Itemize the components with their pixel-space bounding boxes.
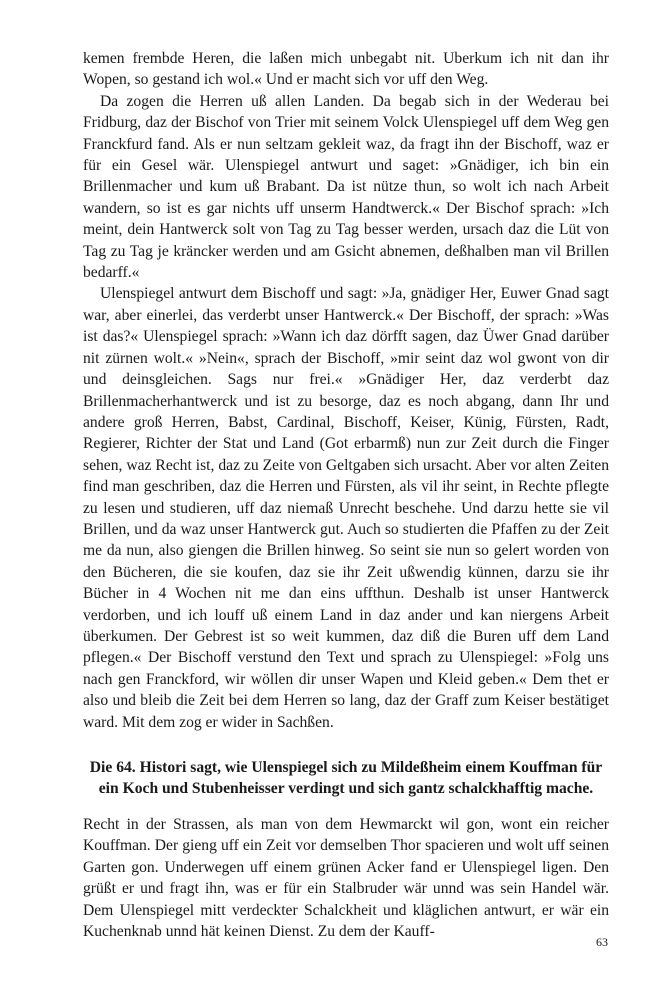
paragraph: kemen frembde Heren, die laßen mich unbegabt nit. Uberkum ich nit dan ihr Wopen, so gestand ich wol.« Und er macht sich vor uff den Weg. <box>83 50 609 89</box>
paragraph: Recht in der Strassen, als man von dem Hewmarckt wil gon, wont ein reicher Kouffman. Der gieng uff ein Zeit vor demselben Thor spacieren und wolt uff seinen Garten gon. Underwegen uff einem grünen Acker fand er Ulenspiegel ligen. Den grüßt er und fragt ihn, was er für ein Stalbruder wär unnd was sein Handel wär. Dem Ulenspiegel mitt verdeckter Schalckheit und kläglichen antwurt, er wär ein Kuchenknab unnd hät keinen Dienst. Zu dem der Kauff- <box>83 816 609 941</box>
paragraph: Ulenspiegel antwurt dem Bischoff und sagt: »Ja, gnädiger Her, Euwer Gnad sagt war, aber einerlei, das verderbt unser Hantwerck.« Der Bischoff, der sprach: »Was ist das?« Ulenspiegel sprach: »Wann ich daz dörfft sagen, daz Üwer Gnad darüber nit zürnen wolt.« »Nein«, sprach der Bischoff, »mir seint daz wol gwont von dir und deinsgleichen. Sags nur frei.« »Gnädiger Her, daz verderbt daz Brillenmacherhantwerck und ist zu besorge, daz es noch abgang, dann Ihr und andere groß Herren, Babst, Cardinal, Bischoff, Keiser, Künig, Fürsten, Radt, Regierer, Richter der Stat und Land (Got erbarmß) nun zur Zeit durch die Finger sehen, waz Recht ist, daz zu Zeite von Geltgaben sich ursacht. Aber vor alten Zeiten find man geschriben, daz die Herren und Fürsten, als vil ihr seint, in Rechte pflegte zu lesen und studieren, uff daz niemaß Unrecht beschehe. Und darzu hette sie vil Brillen, und da waz unser Hantwerck gut. Auch so studierten die Pfaffen zu der Zeit me da nun, also giengen die Brillen hinweg. So seint sie nun so gelert worden von den Bücheren, die sie koufen, daz sie ihr Zeit ußwendig künnen, darzu sie ihr Bücher in 4 Wochen nit me dan eins uffthun. Deshalb ist unser Hantwerck verdorben, und ich louff uß einem Land in daz ander und kan niergens Arbeit überkumen. Der Gebrest ist so weit kummen, daz diß die Buren uff dem Land pflegen.« Der Bischoff verstund den Text und sprach zu Ulenspiegel: »Folg uns nach gen Franckford, wir wöllen dir unser Wapen und Kleid geben.« Dem thet er also und bleib die Zeit bei dem Herren so lang, daz der Graff zum Keiser bestätiget ward. Mit dem zog er wider in Sachßen. <box>83 285 609 731</box>
book-page-body <box>83 48 609 942</box>
page-number: 63 <box>596 935 608 949</box>
chapter-heading: Die 64. Histori sagt, wie Ulenspiegel sich zu Mildeßheim einem Kouffman für ein Koch und Stubenheisser verdingt und sich gantz schalckhafftig mache. <box>89 759 603 797</box>
paragraph: Da zogen die Herren uß allen Landen. Da begab sich in der Wederau bei Fridburg, daz der Bischof von Trier mit seinem Volck Ulenspiegel uff dem Weg gen Franckfurd fand. Als er nun seltzam gekleit waz, da fragt ihn der Bischoff, waz er für ein Gesel wär. Ulenspiegel antwurt und saget: »Gnädiger, ich bin ein Brillenmacher und kum uß Brabant. Da ist nütze thun, so wolt ich nach Arbeit wandern, so ist es gar nichts uff unserm Handtwerck.« Der Bischof sprach: »Ich meint, dein Hantwerck solt von Tag zu Tag besser werden, ursach daz die Lüt von Tag zu Tag je kräncker werden und am Gsicht abnemen, deßhalben man vil Brillen bedarff.« <box>83 92 609 282</box>
